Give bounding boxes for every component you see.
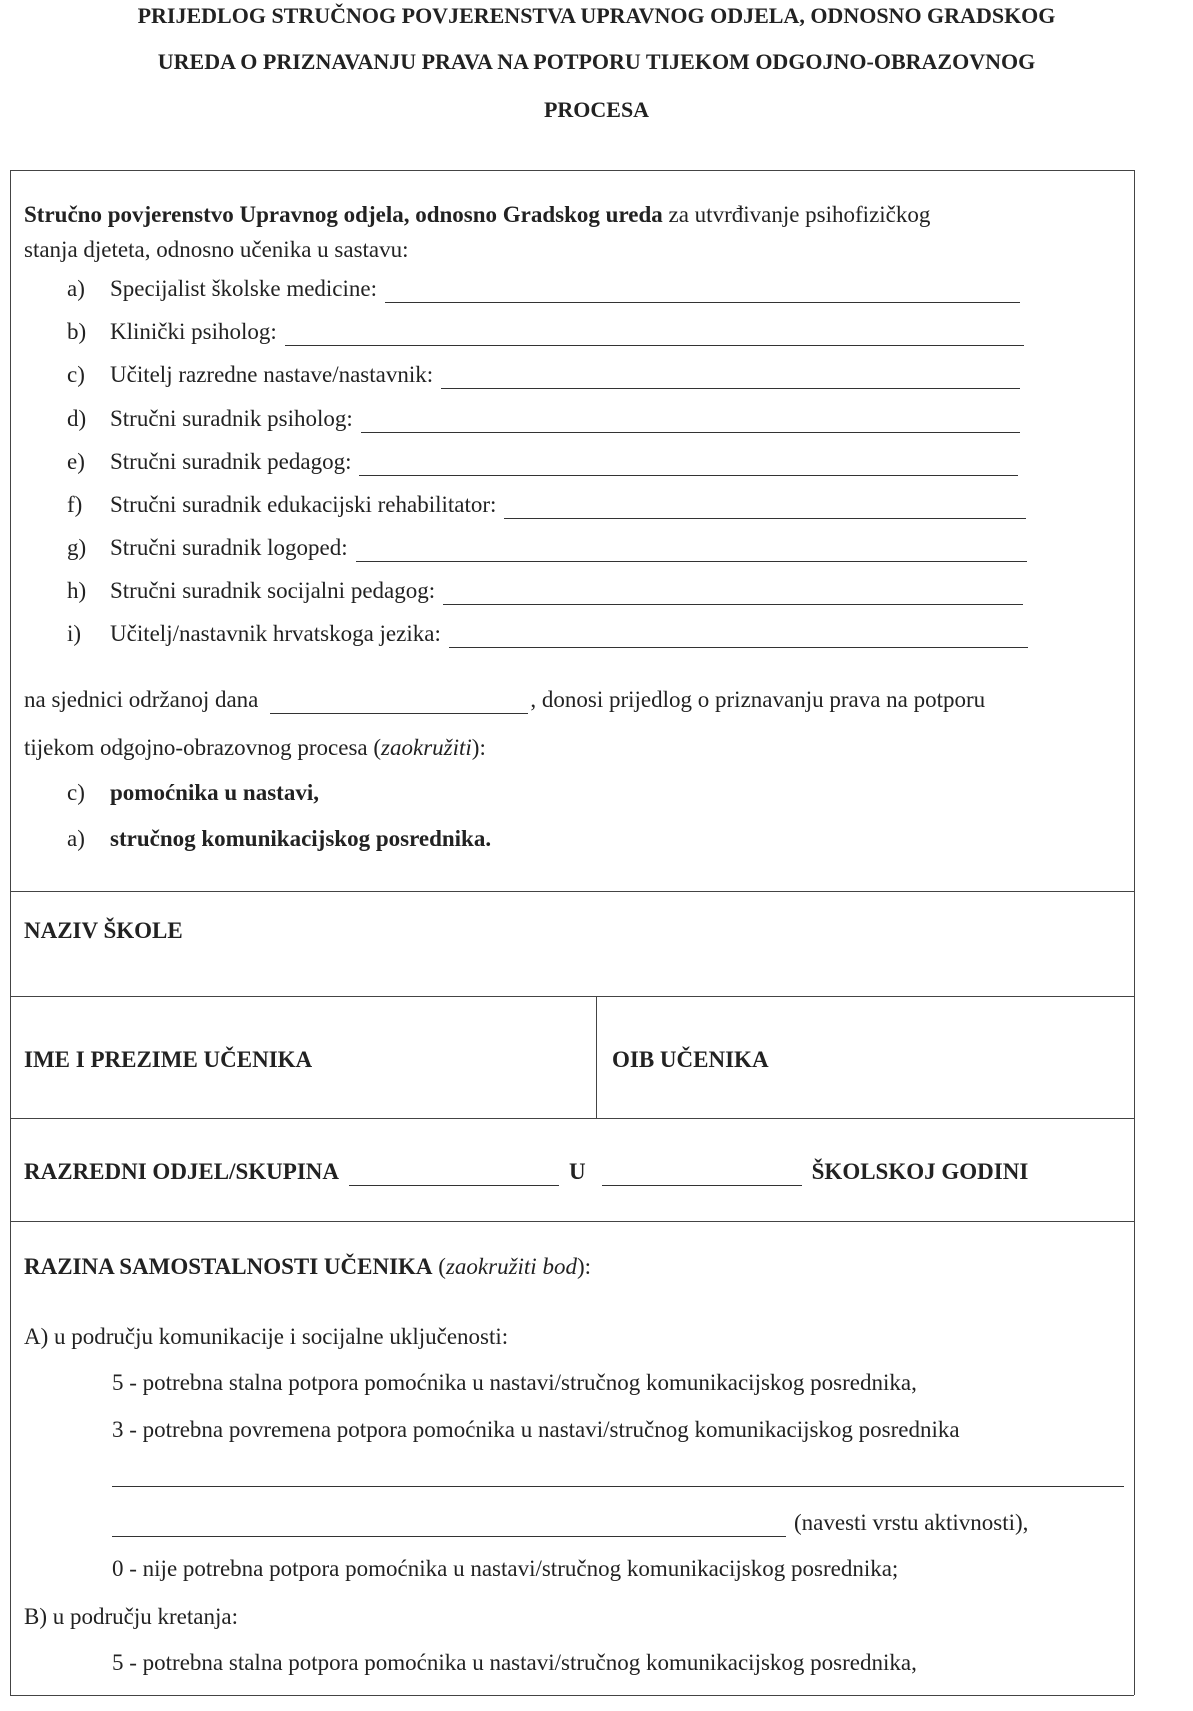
member-row-a (67, 275, 1020, 303)
divider (10, 996, 1134, 997)
title-line-3: PROCESA (543, 97, 650, 122)
letter: f) (67, 492, 83, 517)
member-row-d (67, 405, 1020, 433)
session-line-2: tijekom odgojno-obrazovnog procesa (zaokružiti): (24, 735, 486, 760)
session-prefix: na sjednici održanoj dana (24, 687, 259, 712)
class-label: RAZREDNI ODJEL/SKUPINA (24, 1159, 340, 1184)
intro-line-2: stanja djeteta, odnosno učenika u sastavu: (24, 237, 409, 262)
member-label: Stručni suradnik logoped: (110, 535, 348, 560)
intro-bold: Stručno povjerenstvo Upravnog odjela, odnosno Gradskog ureda (24, 202, 663, 227)
member-label: Stručni suradnik edukacijski rehabilitator: (110, 492, 497, 517)
class-field[interactable] (349, 1163, 559, 1186)
a-level-0[interactable]: 0 - nije potrebna potpora pomoćnika u nastavi/stručnog komunikacijskog posrednika; (112, 1556, 899, 1581)
member-label: Stručni suradnik psiholog: (110, 406, 353, 431)
activity-field-2[interactable] (112, 1512, 786, 1537)
class-row (24, 1158, 1028, 1186)
divider (10, 1118, 1134, 1119)
member-label: Stručni suradnik socijalni pedagog: (110, 578, 436, 603)
activity-field[interactable] (112, 1486, 1124, 1487)
member-label: Klinički psiholog: (110, 319, 277, 344)
letter: g) (67, 535, 87, 560)
divider-vertical (596, 996, 597, 1118)
member-label: Učitelj razredne nastave/nastavnik: (110, 362, 434, 387)
section-b: B) u području kretanja: (24, 1604, 238, 1629)
oib-label: OIB UČENIKA (612, 1047, 769, 1072)
independence-heading: RAZINA SAMOSTALNOSTI UČENIKA (zaokružiti bod): (24, 1254, 592, 1279)
school-name-label: NAZIV ŠKOLE (24, 918, 183, 943)
option-assistant[interactable]: c) pomoćnika u nastavi, (67, 780, 319, 805)
member-label: Učitelj/nastavnik hrvatskoga jezika: (110, 621, 441, 646)
class-mid: U (569, 1159, 586, 1184)
name-field[interactable] (385, 280, 1020, 303)
member-row-h (67, 577, 1023, 605)
member-row-e (67, 448, 1018, 476)
member-label: Stručni suradnik pedagog: (110, 449, 352, 474)
member-row-c (67, 361, 1020, 389)
name-field[interactable] (356, 539, 1027, 562)
b-level-5[interactable]: 5 - potrebna stalna potpora pomoćnika u nastavi/stručnog komunikacijskog posrednika, (112, 1650, 917, 1675)
frame-bottom (10, 1695, 1134, 1696)
letter: d) (67, 406, 87, 431)
title-line-2: UREDA O PRIZNAVANJU PRAVA NA POTPORU TIJEKOM ODGOJNO-OBRAZOVNOG (157, 49, 1036, 74)
divider (10, 891, 1134, 892)
a-level-3[interactable]: 3 - potrebna povremena potpora pomoćnika u nastavi/stručnog komunikacijskog posrednika (112, 1417, 960, 1442)
member-row-f (67, 491, 1026, 519)
name-field[interactable] (359, 453, 1018, 476)
name-field[interactable] (504, 496, 1026, 519)
intro-rest: za utvrđivanje psihofizičkog (662, 202, 931, 227)
activity-row (112, 1509, 1028, 1537)
member-row-b (67, 318, 1024, 346)
letter: e) (67, 449, 85, 474)
student-name-label: IME I PREZIME UČENIKA (24, 1047, 313, 1072)
activity-note: (navesti vrstu aktivnosti), (794, 1510, 1029, 1535)
divider (10, 1221, 1134, 1222)
name-field[interactable] (449, 625, 1028, 648)
frame-left (10, 170, 11, 1695)
title-line-1: PRIJEDLOG STRUČNOG POVJERENSTVA UPRAVNOG ODJELA, ODNOSNO GRADSKOG (137, 3, 1056, 28)
session-row (24, 686, 985, 714)
intro-line-1 (24, 201, 930, 229)
name-field[interactable] (361, 410, 1020, 433)
name-field[interactable] (443, 582, 1023, 605)
section-a: A) u području komunikacije i socijalne uključenosti: (24, 1324, 509, 1349)
letter: a) (67, 276, 85, 301)
frame-top (10, 170, 1134, 171)
member-row-i (67, 620, 1028, 648)
option-mediator[interactable]: a) stručnog komunikacijskog posrednika. (67, 826, 492, 851)
member-row-g (67, 534, 1027, 562)
letter: c) (67, 362, 85, 387)
session-date-field[interactable] (270, 691, 528, 714)
frame-right (1134, 170, 1135, 1695)
name-field[interactable] (285, 323, 1024, 346)
school-year-field[interactable] (602, 1163, 802, 1186)
letter: h) (67, 578, 87, 603)
member-label: Specijalist školske medicine: (110, 276, 378, 301)
letter: b) (67, 319, 87, 344)
letter: i) (67, 621, 82, 646)
a-level-5[interactable]: 5 - potrebna stalna potpora pomoćnika u nastavi/stručnog komunikacijskog posrednika, (112, 1370, 917, 1395)
class-end: ŠKOLSKOJ GODINI (811, 1159, 1029, 1184)
name-field[interactable] (441, 366, 1020, 389)
session-suffix: , donosi prijedlog o priznavanju prava na potporu (530, 687, 986, 712)
